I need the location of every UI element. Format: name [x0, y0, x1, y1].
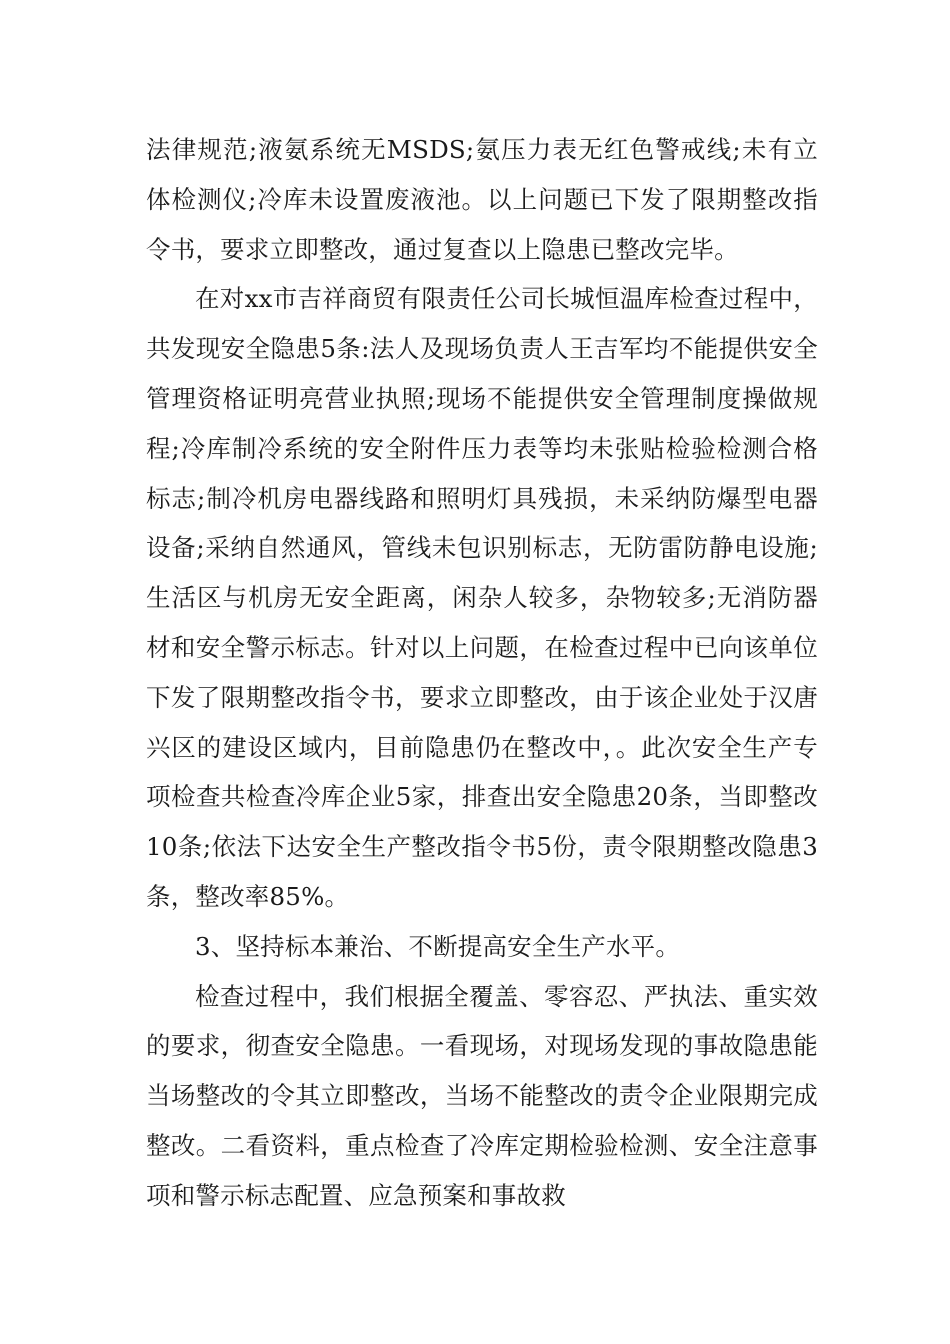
document-body — [146, 125, 818, 1221]
paragraph-1: 法律规范;液氨系统无MSDS;氨压力表无红色警戒线;未有立体检测仪;冷库未设置废液池。以上问题已下发了限期整改指令书，要求立即整改，通过复查以上隐患已整改完毕。 — [146, 135, 818, 264]
paragraph-3-heading: 3、坚持标本兼治、不断提高安全生产水平。 — [195, 931, 681, 961]
paragraph-2: 在对xx市吉祥商贸有限责任公司长城恒温库检查过程中，共发现安全隐患5条:法人及现场负责人王吉军均不能提供安全管理资格证明亮营业执照;现场不能提供安全管理制度操做规程;冷库制冷系统的安全附件压力表等均未张贴检验检测合格标志;制冷机房电器线路和照明灯具残损，未采纳防爆型电器设备;采纳自然通风，管线未包识别标志，无防雷防静电设施;生活区与机房无安全距离，闲杂人较多，杂物较多;无消防器材和安全警示标志。针对以上问题，在检查过程中已向该单位下发了限期整改指令书，要求立即整改，由于该企业处于汉唐兴区的建设区域内，目前隐患仍在整改中，。此次安全生产专项检查共检查冷库企业5家，排查出安全隐患20条，当即整改10条;依法下达安全生产整改指令书5份，责令限期整改隐患3条，整改率85%。 — [146, 284, 818, 911]
paragraph-4: 检查过程中，我们根据全覆盖、零容忍、严执法、重实效的要求，彻查安全隐患。一看现场，对现场发现的事故隐患能当场整改的令其立即整改，当场不能整改的责令企业限期完成整改。二看资料，重点检查了冷库定期检验检测、安全注意事项和警示标志配置、应急预案和事故救 — [146, 981, 818, 1210]
